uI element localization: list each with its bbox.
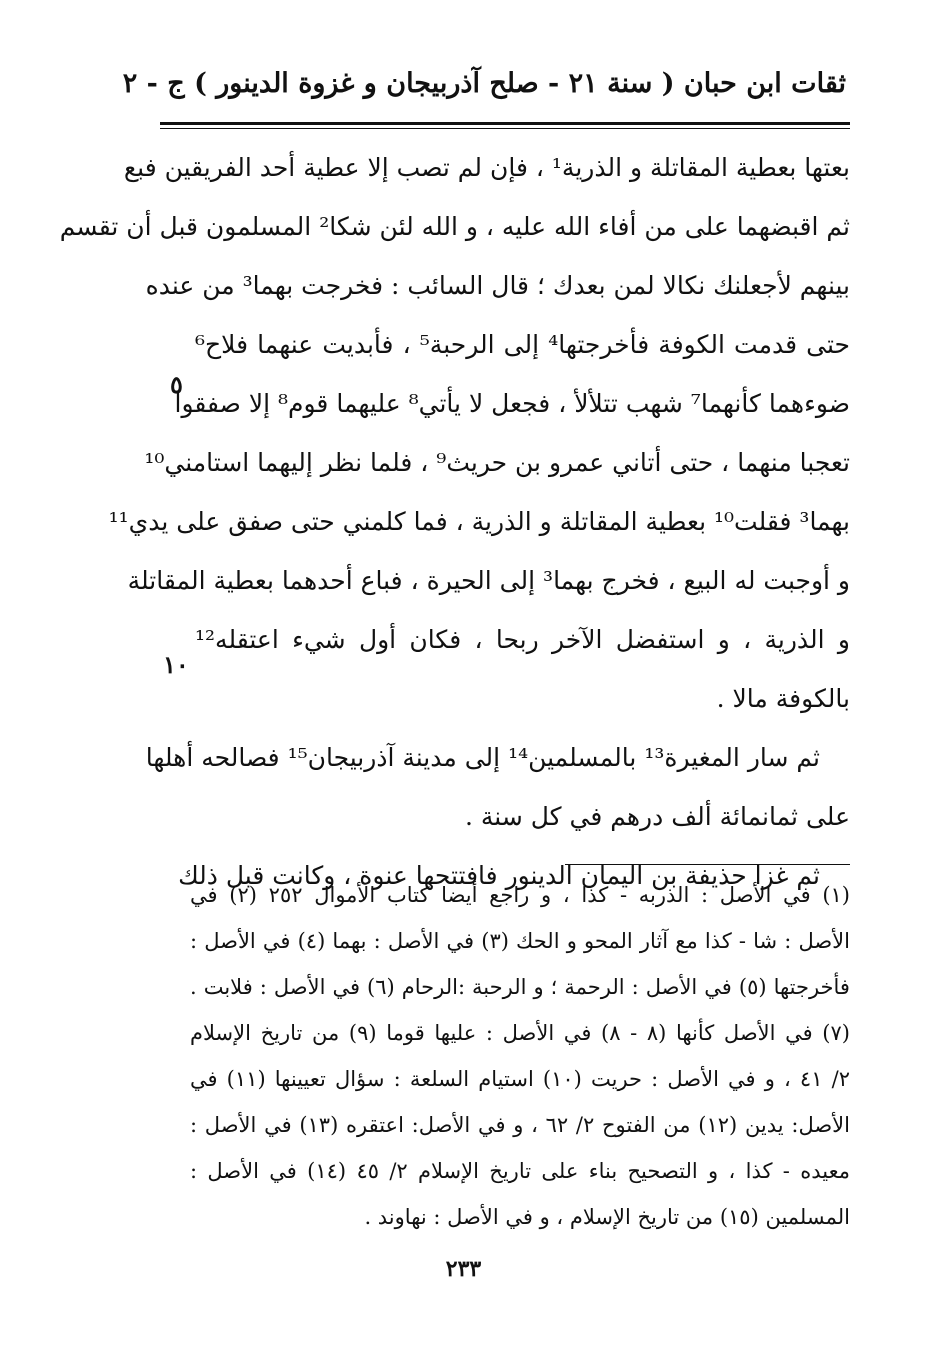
text-line: تعجبا منهما ، حتى أتاني عمرو بن حريث⁹ ، فلما نظر إليهما استامني¹⁰ xyxy=(144,448,850,477)
text-line: ثم سار المغيرة¹³ بالمسلمين¹⁴ إلى مدينة آذربيجان¹⁵ فصالحه أهلها xyxy=(145,743,820,772)
footnote-divider xyxy=(565,864,850,865)
footnote-line: ٢/ ٤١ ، و في الأصل : حريت (١٠) استيام السلعة : سؤال تعيينها (١١) في xyxy=(190,1067,850,1091)
line-number-5: ٥ xyxy=(170,370,183,399)
text-line: ضوءهما كأنهما⁷ شهب تتلألأ ، فجعل لا يأتي⁸ عليهما قوم⁸ إلا صفقوا xyxy=(174,389,850,418)
footnote-line: المسلمين (١٥) من تاريخ الإسلام ، و في الأصل : نهاوند . xyxy=(364,1205,850,1229)
header-title: ثقات ابن حبان ( سنة ٢١ - صلح آذربيجان و غزوة الدينور ) ج - ٢ xyxy=(122,68,846,99)
text-line: ثم اقبضهما على من أفاء الله عليه ، و الله لئن شكا² المسلمون قبل أن تقسم xyxy=(59,212,850,241)
text-line: حتى قدمت الكوفة فأخرجتها⁴ إلى الرحبة⁵ ، فأبديت عنهما فلاح⁶ xyxy=(195,330,850,359)
text-line: بينهم لأجعلنك نكالا لمن بعدك ؛ قال السائب : فخرجت بهما³ من عنده xyxy=(145,271,850,300)
text-line: ثم غزا حذيفة بن اليمان الدينور فافتتحها عنوة ، وكانت قبل ذلك xyxy=(178,861,820,890)
running-header xyxy=(122,62,846,112)
footnote-line: (١) في الأصل : الذربه - كذا ، و راجع أيضا كتاب الأموال ٢٥٢ (٢) في xyxy=(190,883,850,907)
footnote-line: معيده - كذا ، و التصحيح بناء على تاريخ الإسلام ٢/ ٤٥ (١٤) في الأصل : xyxy=(190,1159,850,1183)
page-number: ٢٣٣ xyxy=(445,1256,482,1282)
footnotes xyxy=(190,872,850,1240)
line-number-10: ١٠ xyxy=(163,650,189,679)
text-line: بعتها بعطية المقاتلة و الذرية¹ ، فإن لم تصب إلا عطية أحد الفريقين فبع xyxy=(123,153,850,182)
header-rule-thin xyxy=(160,128,850,129)
footnote-line: فأخرجتها (٥) في الأصل : الرحمة ؛ و الرحبة :الرحام (٦) في الأصل : فلابت . xyxy=(190,975,850,999)
footnote-line: الأصل : شا - كذا مع آثار المحو و الحك (٣) في الأصل : بهما (٤) في الأصل : xyxy=(190,929,850,953)
text-line: و أوجبت له البيع ، فخرج بهما³ إلى الحيرة ، فباع أحدهما بعطية المقاتلة xyxy=(127,566,850,595)
text-line: على ثمانمائة ألف درهم في كل سنة . xyxy=(464,802,850,831)
text-line: بهما³ فقلت¹⁰ بعطية المقاتلة و الذرية ، فما كلمني حتى صفق على يدي¹¹ xyxy=(108,507,850,536)
footnote-line: (٧) في الأصل كأنها (٨ - ٨) في الأصل : عليها قوما (٩) من تاريخ الإسلام xyxy=(190,1021,850,1045)
text-line: بالكوفة مالا . xyxy=(716,684,850,713)
text-line: و الذرية ، و استفضل الآخر ربحا ، فكان أول شيء اعتقله¹² xyxy=(195,625,850,654)
footnote-line: الأصل: يدين (١٢) من الفتوح ٢/ ٦٢ ، و في الأصل: اعتقره (١٣) في الأصل : xyxy=(190,1113,850,1137)
header-rule xyxy=(160,122,850,125)
